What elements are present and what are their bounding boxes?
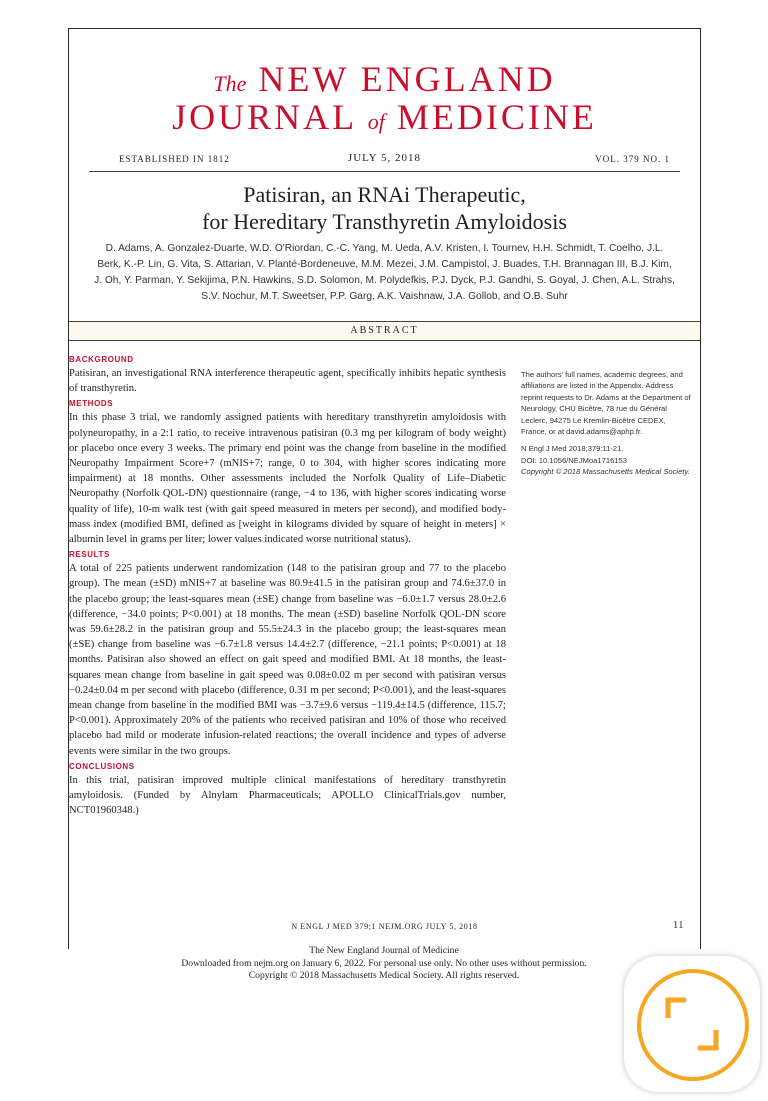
masthead-line-2	[69, 97, 700, 142]
abstract-heading: ABSTRACT	[69, 321, 700, 341]
download-line-1: The New England Journal of Medicine	[309, 945, 459, 956]
background-text: Patisiran, an investigational RNA interference therapeutic agent, specifically inhibits hepatic synthesis of transthyretin.	[69, 368, 506, 395]
expand-corners-icon	[658, 990, 726, 1058]
masthead-new-england: NEW ENGLAND	[258, 59, 556, 99]
masthead-of: of	[367, 109, 385, 134]
running-footer: N ENGL J MED 379;1 NEJM.ORG JULY 5, 2018	[291, 922, 478, 931]
download-line-2: Downloaded from nejm.org on January 6, 2022. For personal use only. No other uses without permission.	[181, 957, 587, 969]
established-text: ESTABLISHED IN 1812	[119, 154, 230, 164]
article-title	[69, 181, 700, 235]
page-number: 11	[673, 920, 684, 931]
abstract-body	[69, 352, 506, 820]
doi: DOI: 10.1056/NEJMoa1716153	[521, 455, 627, 465]
dateline	[69, 151, 700, 167]
fullscreen-button[interactable]	[624, 956, 760, 1092]
masthead-medicine: MEDICINE	[396, 97, 597, 137]
volume-number: VOL. 379 NO. 1	[595, 154, 670, 164]
results-heading: RESULTS	[69, 550, 110, 560]
sidebar-notes	[521, 369, 691, 478]
masthead-the: The	[213, 71, 247, 96]
download-line-3: Copyright © 2018 Massachusetts Medical Society. All rights reserved.	[248, 970, 520, 982]
citation: N Engl J Med 2018;379:11-21.	[521, 444, 624, 454]
affiliations-note: The authors' full names, academic degrees, and affiliations are listed in the Appendix. Address reprint requests to Dr. Adams at the Department of Neurology, CHU Bicêtre, 78 rue du Général Leclerc, 94275 Le Kremlin-Bicêtre CEDEX, France, or at david.adams@aphp.fr.	[521, 370, 691, 437]
copyright: Copyright © 2018 Massachusetts Medical Society.	[521, 467, 690, 477]
conclusions-text: In this trial, patisiran improved multiple clinical manifestations of hereditary transthyretin amyloidosis. (Funded by Alnylam Pharmaceuticals; APOLLO ClinicalTrials.gov number, NCT01960348.)	[69, 774, 506, 817]
results-text: A total of 225 patients underwent randomization (148 to the patisiran group and 77 to the placebo group). The mean (±SD) mNIS+7 at baseline was 80.9±41.5 in the patisiran group and 74.6±37.0 in the placebo group; the least-squares mean (±SE) change from baseline was −6.0±1.7 versus 28.0±2.6 (difference, −34.0 points; P<0.001) at 18 months. The mean (±SD) baseline Norfolk QOL-DN score was 59.6±28.2 in the patisiran group and 55.5±24.3 in the placebo group; the least-squares mean (±SE) change from baseline was −6.7±1.8 versus 14.4±2.7 (difference, −21.1 points; P<0.001) at 18 months. Patisiran also showed an effect on gait speed and modified BMI. At 18 months, the least-squares mean change from baseline in gait speed was 0.08±0.02 m per second with patisiran versus −0.24±0.04 m per second with placebo (difference, 0.31 m per second; P<0.001), and the least-squares mean change from baseline in the modified BMI was −3.7±9.6 versus −119.4±14.5 (difference, 115.7; P<0.001). Approximately 20% of the patients who received patisiran and 10% of those who received placebo had mild or moderate infusion-related reactions; the overall incidence and types of adverse events were similar in the two groups.	[69, 563, 506, 757]
conclusions-heading: CONCLUSIONS	[69, 761, 135, 771]
divider	[89, 171, 680, 172]
issue-date: JULY 5, 2018	[347, 152, 422, 164]
methods-heading: METHODS	[69, 399, 114, 409]
background-heading: BACKGROUND	[69, 355, 134, 364]
title-line-2: for Hereditary Transthyretin Amyloidosis	[202, 209, 567, 234]
methods-text: In this phase 3 trial, we randomly assigned patients with hereditary transthyretin amyloidosis with polyneuropathy, in a 2:1 ratio, to receive intravenous patisiran (0.3 mg per kilogram of body weight) or placebo once every 3 weeks. The primary end point was the change from baseline in the modified Neuropathy Impairment Score+7 (mNIS+7; range, 0 to 304, with higher scores indicating more impairment) at 18 months. Other assessments included the Norfolk Quality of Life–Diabetic Neuropathy (Norfolk QOL-DN) questionnaire (range, −4 to 136, with higher scores indicating worse quality of life), 10-m walk test (with gait speed measured in meters per second), and modified body-mass index (modified BMI, defined as [weight in kilograms divided by square of height in meters] × albumin level in grams per liter; lower values indicated worse nutritional status).	[69, 412, 506, 546]
journal-page	[68, 28, 701, 949]
author-list: D. Adams, A. Gonzalez-Duarte, W.D. O'Riordan, C.-C. Yang, M. Ueda, A.V. Kristen, I. Tournev, H.H. Schmidt, T. Coelho, J.L. Berk, K.-P. Lin, G. Vita, S. Attarian, V. Planté-Bordeneuve, M.M. Mezei, J.M. Campistol, J. Buades, T.H. Brannagan III, B.J. Kim, J. Oh, Y. Parman, Y. Sekijima, P.N. Hawkins, S.D. Solomon, M. Polydefkis, P.J. Dyck, P.J. Gandhi, S. Goyal, J. Chen, A.L. Strahs, S.V. Nochur, M.T. Sweetser, P.P. Garg, A.K. Vaishnaw, J.A. Gollob, and O.B. Suhr	[94, 243, 675, 302]
title-line-1: Patisiran, an RNAi Therapeutic,	[243, 182, 526, 207]
masthead-journal: JOURNAL	[172, 97, 356, 137]
